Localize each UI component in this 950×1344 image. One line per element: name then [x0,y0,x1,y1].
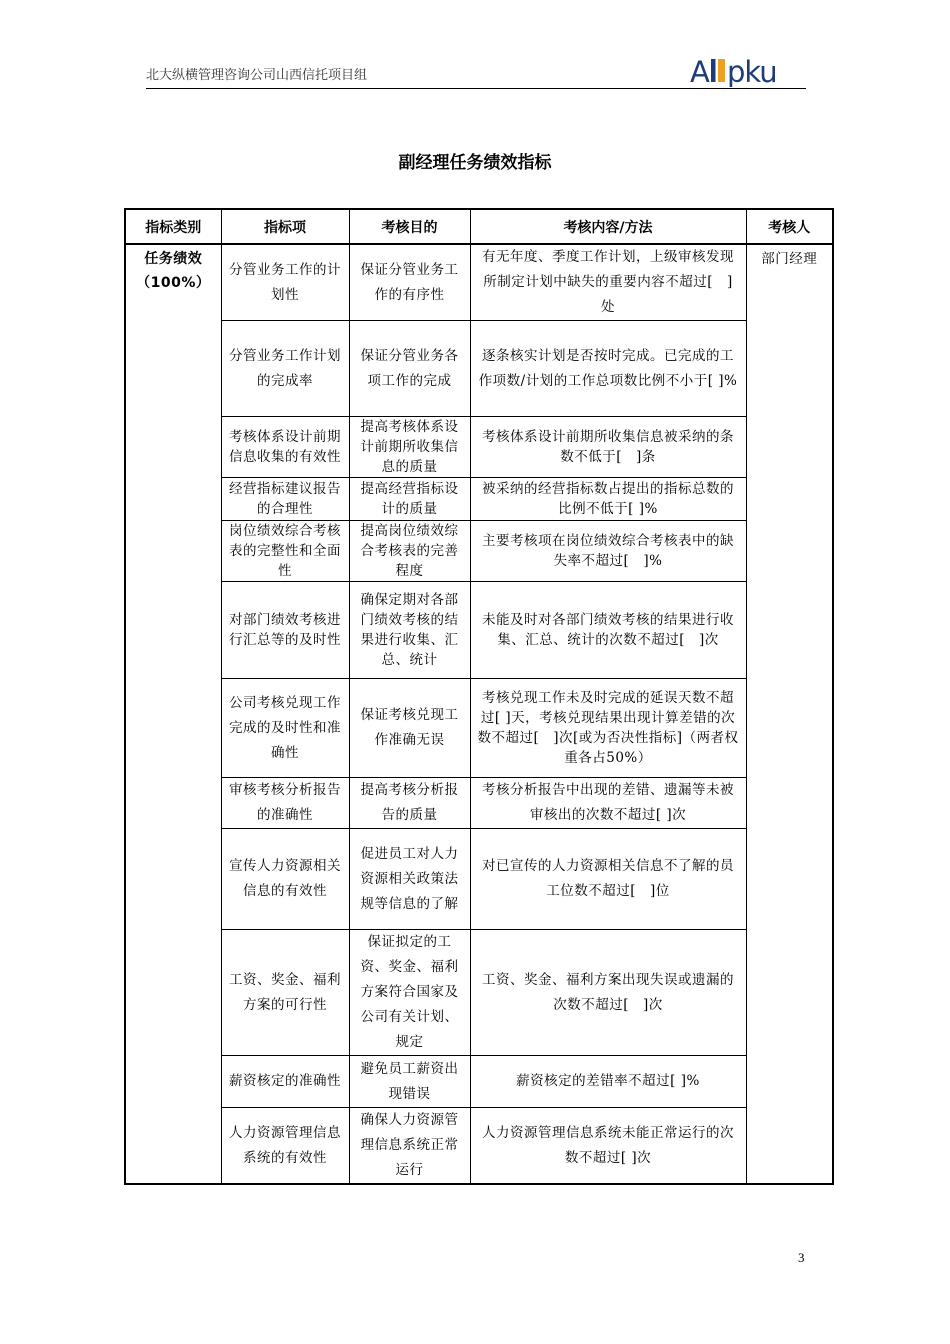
table-row [125,930,833,1056]
purpose-cell: 提高考核体系设计前期所收集信息的质量 [349,417,470,478]
method-cell: 有无年度、季度工作计划，上级审核发现所制定计划中缺失的重要内容不超过[ ]处 [470,244,746,321]
svg-text:pku: pku [727,55,777,87]
item-cell: 岗位绩效综合考核表的完整性和全面性 [221,521,349,582]
category-weight: （100%） [136,275,211,291]
table-row [125,478,833,521]
page-number: 3 [798,1250,805,1265]
method-cell: 考核分析报告中出现的差错、遗漏等未被审核出的次数不超过[ ]次 [470,778,746,829]
table-row [125,521,833,582]
table-row [125,582,833,679]
method-cell: 对已宣传的人力资源相关信息不了解的员工位数不超过[ ]位 [470,829,746,930]
col-header-purpose: 考核目的 [349,209,470,244]
method-cell: 人力资源管理信息系统未能正常运行的次数不超过[ ]次 [470,1108,746,1185]
performance-table [124,208,834,1185]
purpose-cell: 提高考核分析报告的质量 [349,778,470,829]
table-row [125,417,833,478]
item-cell: 公司考核兑现工作完成的及时性和准确性 [221,679,349,778]
table-row [125,778,833,829]
table-row [125,679,833,778]
item-cell: 分管业务工作计划的完成率 [221,321,349,417]
purpose-cell: 保证考核兑现工作准确无误 [349,679,470,778]
table-row [125,829,833,930]
purpose-cell: 避免员工薪资出现错误 [349,1056,470,1108]
col-header-method: 考核内容/方法 [470,209,746,244]
col-header-category: 指标类别 [125,209,221,244]
item-cell: 人力资源管理信息系统的有效性 [221,1108,349,1185]
item-cell: 对部门绩效考核进行汇总等的及时性 [221,582,349,679]
method-cell: 考核体系设计前期所收集信息被采纳的条数不低于[ ]条 [470,417,746,478]
table-row [125,321,833,417]
item-cell: 经营指标建议报告的合理性 [221,478,349,521]
category-cell [125,244,221,1184]
purpose-cell: 保证分管业务工作的有序性 [349,244,470,321]
table-row [125,1056,833,1108]
table-row [125,244,833,321]
item-cell: 分管业务工作的计划性 [221,244,349,321]
item-cell: 宣传人力资源相关信息的有效性 [221,829,349,930]
col-header-item: 指标项 [221,209,349,244]
purpose-cell: 保证分管业务各项工作的完成 [349,321,470,417]
item-cell: 薪资核定的准确性 [221,1056,349,1108]
method-cell: 被采纳的经营指标数占提出的指标总数的比例不低于[ ]% [470,478,746,521]
purpose-cell: 提高岗位绩效综合考核表的完善程度 [349,521,470,582]
purpose-cell: 保证拟定的工资、奖金、福利方案符合国家及公司有关计划、规定 [349,930,470,1056]
category-name: 任务绩效 [144,251,203,267]
purpose-cell: 提高经营指标设计的质量 [349,478,470,521]
table-row [125,1108,833,1185]
item-cell: 工资、奖金、福利方案的可行性 [221,930,349,1056]
method-cell: 未能及时对各部门绩效考核的结果进行收集、汇总、统计的次数不超过[ ]次 [470,582,746,679]
page-header [146,55,806,89]
item-cell: 审核考核分析报告的准确性 [221,778,349,829]
col-header-reviewer: 考核人 [746,209,833,244]
method-cell: 逐条核实计划是否按时完成。已完成的工作项数/计划的工作总项数比例不小于[ ]% [470,321,746,417]
table-header-row [125,209,833,244]
purpose-cell: 确保人力资源管理信息系统正常运行 [349,1108,470,1185]
document-title: 副经理任务绩效指标 [398,153,552,173]
company-logo [690,55,806,87]
header-org-text: 北大纵横管理咨询公司山西信托项目组 [146,67,368,82]
method-cell: 薪资核定的差错率不超过[ ]% [470,1056,746,1108]
purpose-cell: 确保定期对各部门绩效考核的结果进行收集、汇总、统计 [349,582,470,679]
method-cell: 主要考核项在岗位绩效综合考核表中的缺失率不超过[ ]% [470,521,746,582]
svg-text:A: A [690,55,709,87]
method-cell: 工资、奖金、福利方案出现失误或遗漏的次数不超过[ ]次 [470,930,746,1056]
method-cell: 考核兑现工作未及时完成的延误天数不超过[ ]天，考核兑现结果出现计算差错的次数不超过[ ]次[或为否决性指标]（两者权重各占50%） [470,679,746,778]
item-cell: 考核体系设计前期信息收集的有效性 [221,417,349,478]
reviewer-cell: 部门经理 [746,244,833,1184]
purpose-cell: 促进员工对人力资源相关政策法规等信息的了解 [349,829,470,930]
